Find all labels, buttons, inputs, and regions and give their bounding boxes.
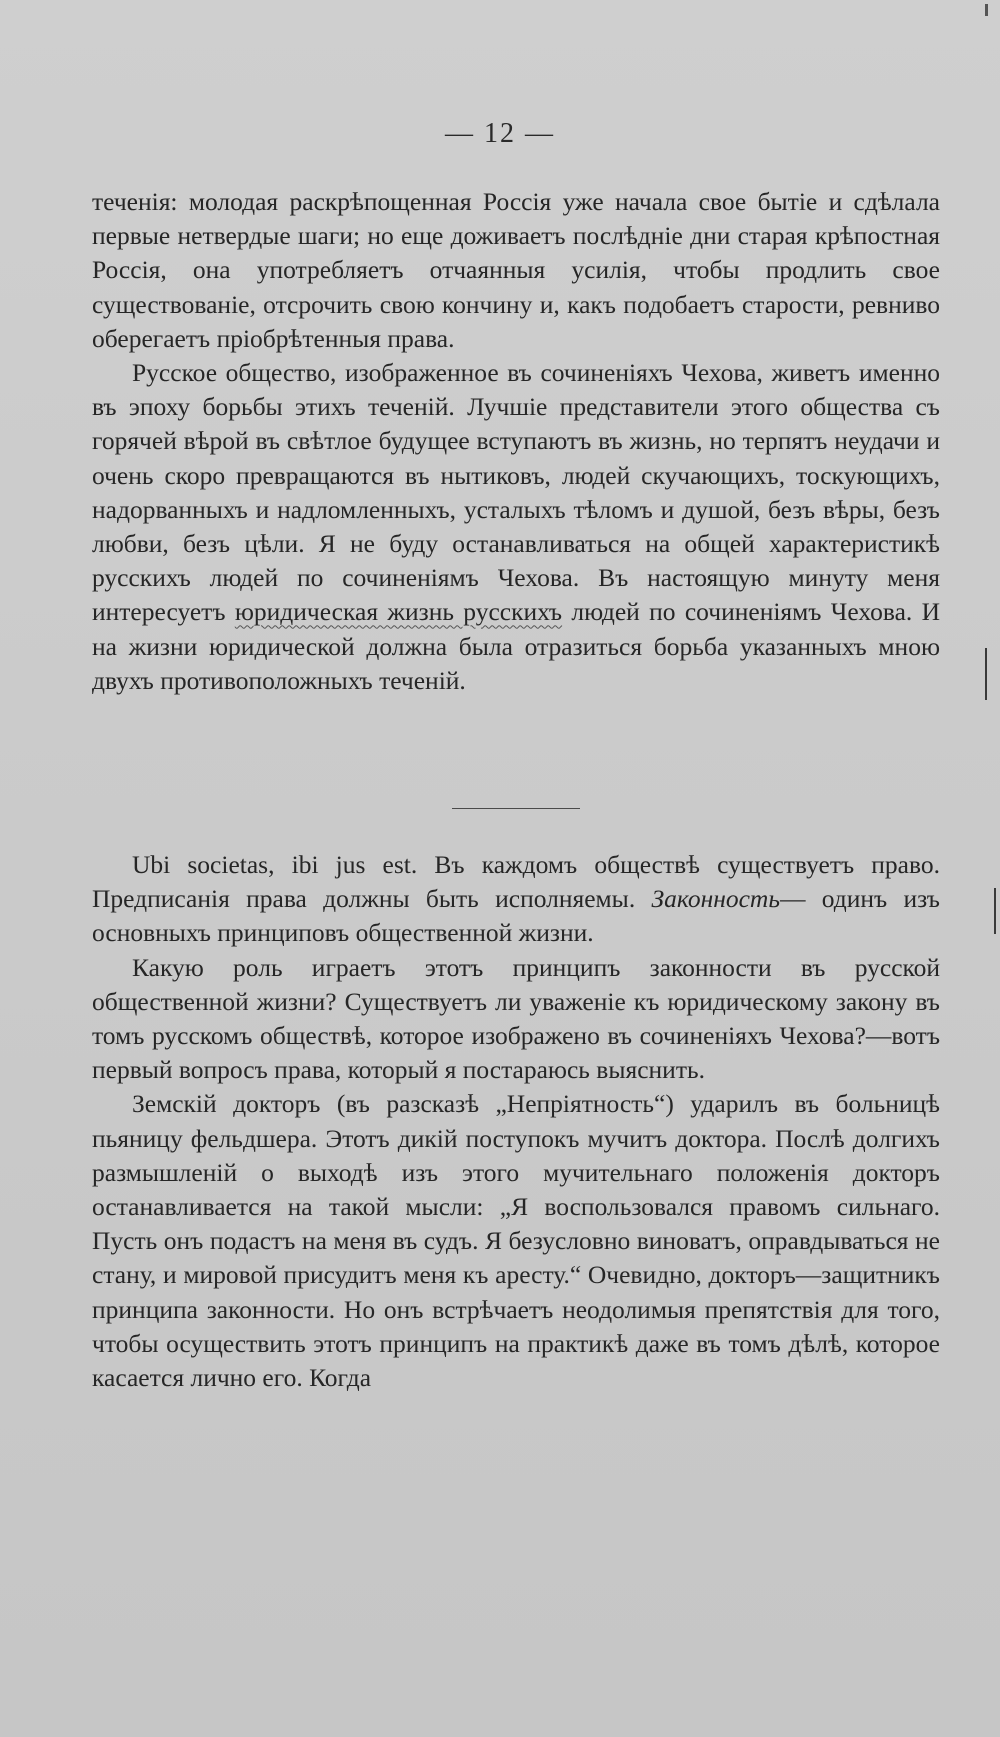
paragraph-text-part: Русское общество, изображенное въ сочиненіяхъ Чехова, живетъ именно въ эпоху борьбы этихъ теченій. Лучшіе представители этого общества съ горячей вѣрой въ свѣтлое будущее вступаютъ въ жизнь, но терпятъ неудачи и очень скоро превращаются въ нытиковъ, людей скучающихъ, тоскующихъ, надорванныхъ и надломленныхъ, усталыхъ тѣломъ и душой, безъ вѣры, безъ любви, безъ цѣли. Я не буду останавливаться на общей характеристикѣ русскихъ людей по сочиненіямъ Чехова. Въ настоящую минуту меня интересуетъ — [92, 358, 940, 627]
paragraph-continuation: теченія: молодая раскрѣпощенная Россія уже начала свое бытіе и сдѣлала первые нетвердые шаги; но еще доживаетъ послѣдніе дни старая крѣпостная Россія, она употребляетъ отчаянныя усилія, чтобы продлить свое существованіе, отсрочить свою кончину и, какъ подобаетъ старости, ревниво оберегаетъ пріобрѣтенныя права. — [92, 187, 940, 353]
paragraph-zemstvo-doctor: Земскій докторъ (въ разсказѣ „Непріятность“) ударилъ въ больницѣ пьяницу фельдшера. Этотъ дикій поступокъ мучитъ доктора. Послѣ долгихъ размышленій о выходѣ изъ этого мучительнаго положенія докторъ останавливается на такой мысли: „Я воспользовался правомъ сильнаго. Пусть онъ подастъ на меня въ судъ. Я безусловно виноватъ, оправдываться не стану, и мировой присудитъ меня къ аресту.“ Очевидно, докторъ—защитникъ принципа законности. Но онъ встрѣчаетъ неодолимыя препятствія для того, чтобы осуществить этотъ принципъ на практикѣ даже въ томъ дѣлѣ, которое касается лично его. Когда — [92, 1089, 940, 1393]
margin-line-mark — [994, 888, 996, 934]
underlined-phrase: юридическая жизнь русскихъ — [234, 597, 563, 627]
page-number: — 12 — — [445, 118, 555, 149]
italic-term: Законность — [651, 884, 780, 914]
section-two — [92, 848, 940, 1395]
margin-line-mark — [985, 648, 987, 700]
paragraph-legality-question: Какую роль играетъ этотъ принципъ законности въ русской общественной жизни? Существуетъ ли уваженіе къ юридическому закону въ томъ русскомъ обществѣ, которое изображено въ сочиненіяхъ Чехова?—вотъ первый вопросъ права, который я постараюсь выяснить. — [92, 952, 940, 1085]
paragraph-text-part: — одинъ изъ основныхъ принциповъ общественной жизни. — [92, 884, 940, 948]
scan-speck — [985, 4, 988, 16]
paragraph-text-part: Ubi societas, ibi jus est. Въ каждомъ обществѣ существуетъ право. Предписанія права должны быть исполняемы. — [92, 850, 940, 914]
paragraph-ubi-societas — [92, 848, 940, 951]
section-divider — [452, 808, 580, 809]
section-one — [92, 185, 940, 698]
paragraph-text-part: людей по сочиненіямъ Чехова. И на жизни юридической должна была отразиться борьба указанныхъ мною двухъ противоположныхъ теченій. — [92, 597, 940, 695]
paragraph-chekhov-society — [92, 356, 940, 698]
